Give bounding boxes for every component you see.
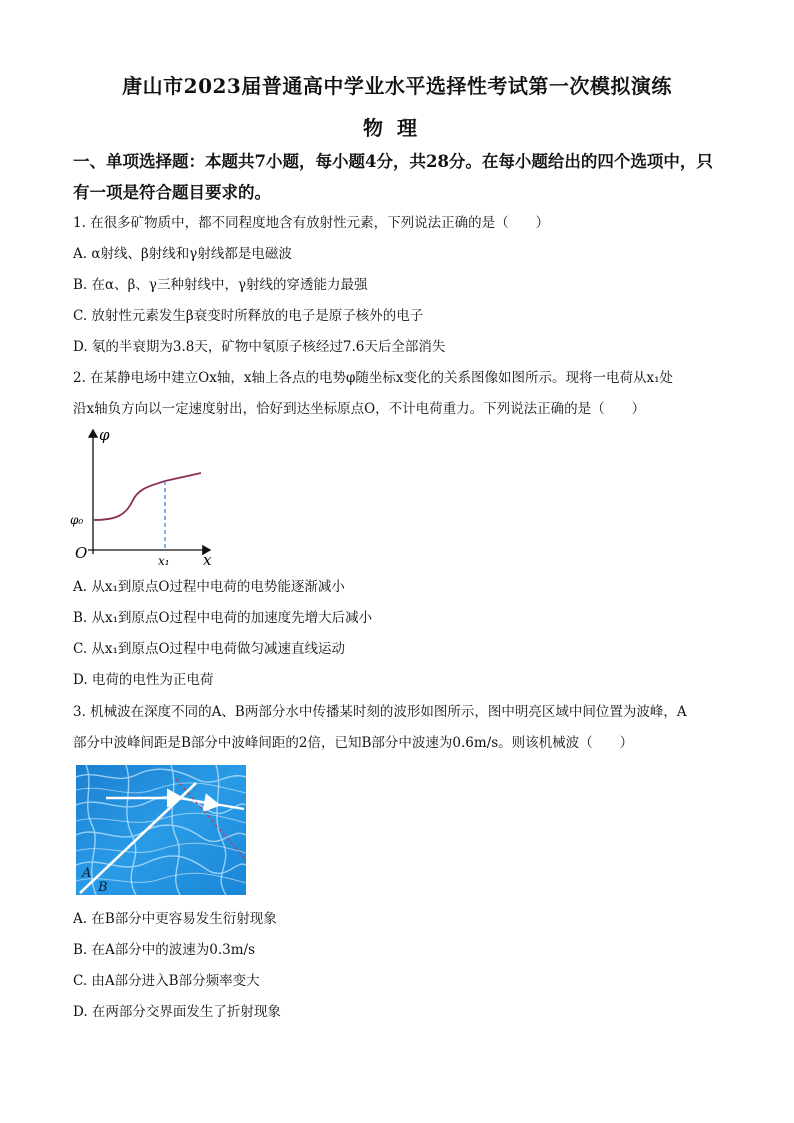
- q3-water-wave-photo: [76, 765, 246, 895]
- q2-potential-graph: [70, 424, 230, 569]
- q3-stem-line1: 3. 机械波在深度不同的A、B两部分水中传播某时刻的波形如图所示，图中明亮区域中间位置为波峰，A: [73, 704, 687, 720]
- q3-option-d: D. 在两部分交界面发生了折射现象: [73, 1004, 281, 1020]
- origin-label: O: [75, 544, 88, 562]
- subject-title: 物理: [363, 116, 431, 140]
- q1-option-b: B. 在α、β、γ三种射线中，γ射线的穿透能力最强: [73, 277, 368, 293]
- q2-option-d: D. 电荷的电性为正电荷: [73, 672, 214, 688]
- q2-stem-line1: 2. 在某静电场中建立Ox轴，x轴上各点的电势φ随坐标x变化的关系图像如图所示。现将一电荷从x₁处: [73, 370, 674, 386]
- section-heading-line2: 有一项是符合题目要求的。: [73, 183, 271, 202]
- region-a-label: A: [82, 866, 92, 881]
- q2-stem-line2: 沿x轴负方向以一定速度射出，恰好到达坐标原点O，不计电荷重力。下列说法正确的是（ ）: [73, 401, 646, 417]
- potential-curve: [93, 473, 201, 520]
- x-axis-label: x: [203, 551, 212, 569]
- q1-option-c: C. 放射性元素发生β衰变时所释放的电子是原子核外的电子: [73, 308, 424, 324]
- section-heading-line1: 一、单项选择题：本题共7小题，每小题4分，共28分。在每小题给出的四个选项中，只: [73, 152, 713, 171]
- q1-option-a: A. α射线、β射线和γ射线都是电磁波: [73, 246, 292, 262]
- q2-option-a: A. 从x₁到原点O过程中电荷的电势能逐渐减小: [73, 579, 345, 595]
- q3-option-c: C. 由A部分进入B部分频率变大: [73, 973, 260, 989]
- phi0-label: φ₀: [70, 513, 84, 527]
- q1-stem: 1. 在很多矿物质中，都不同程度地含有放射性元素，下列说法正确的是（ ）: [73, 215, 550, 231]
- q3-option-a: A. 在B部分中更容易发生衍射现象: [73, 911, 277, 927]
- region-b-label: B: [98, 880, 108, 895]
- q3-option-b: B. 在A部分中的波速为0.3m/s: [73, 942, 255, 958]
- q3-stem-line2: 部分中波峰间距是B部分中波峰间距的2倍，已知B部分中波速为0.6m/s。则该机械波（ ）: [73, 735, 634, 751]
- q2-option-c: C. 从x₁到原点O过程中电荷做匀减速直线运动: [73, 641, 346, 657]
- exam-title: 唐山市2023届普通高中学业水平选择性考试第一次模拟演练: [122, 74, 672, 98]
- q2-option-b: B. 从x₁到原点O过程中电荷的加速度先增大后减小: [73, 610, 373, 626]
- q1-option-d: D. 氡的半衰期为3.8天，矿物中氡原子核经过7.6天后全部消失: [73, 339, 446, 355]
- y-axis-label: φ: [99, 426, 110, 444]
- x1-label: x₁: [158, 554, 170, 568]
